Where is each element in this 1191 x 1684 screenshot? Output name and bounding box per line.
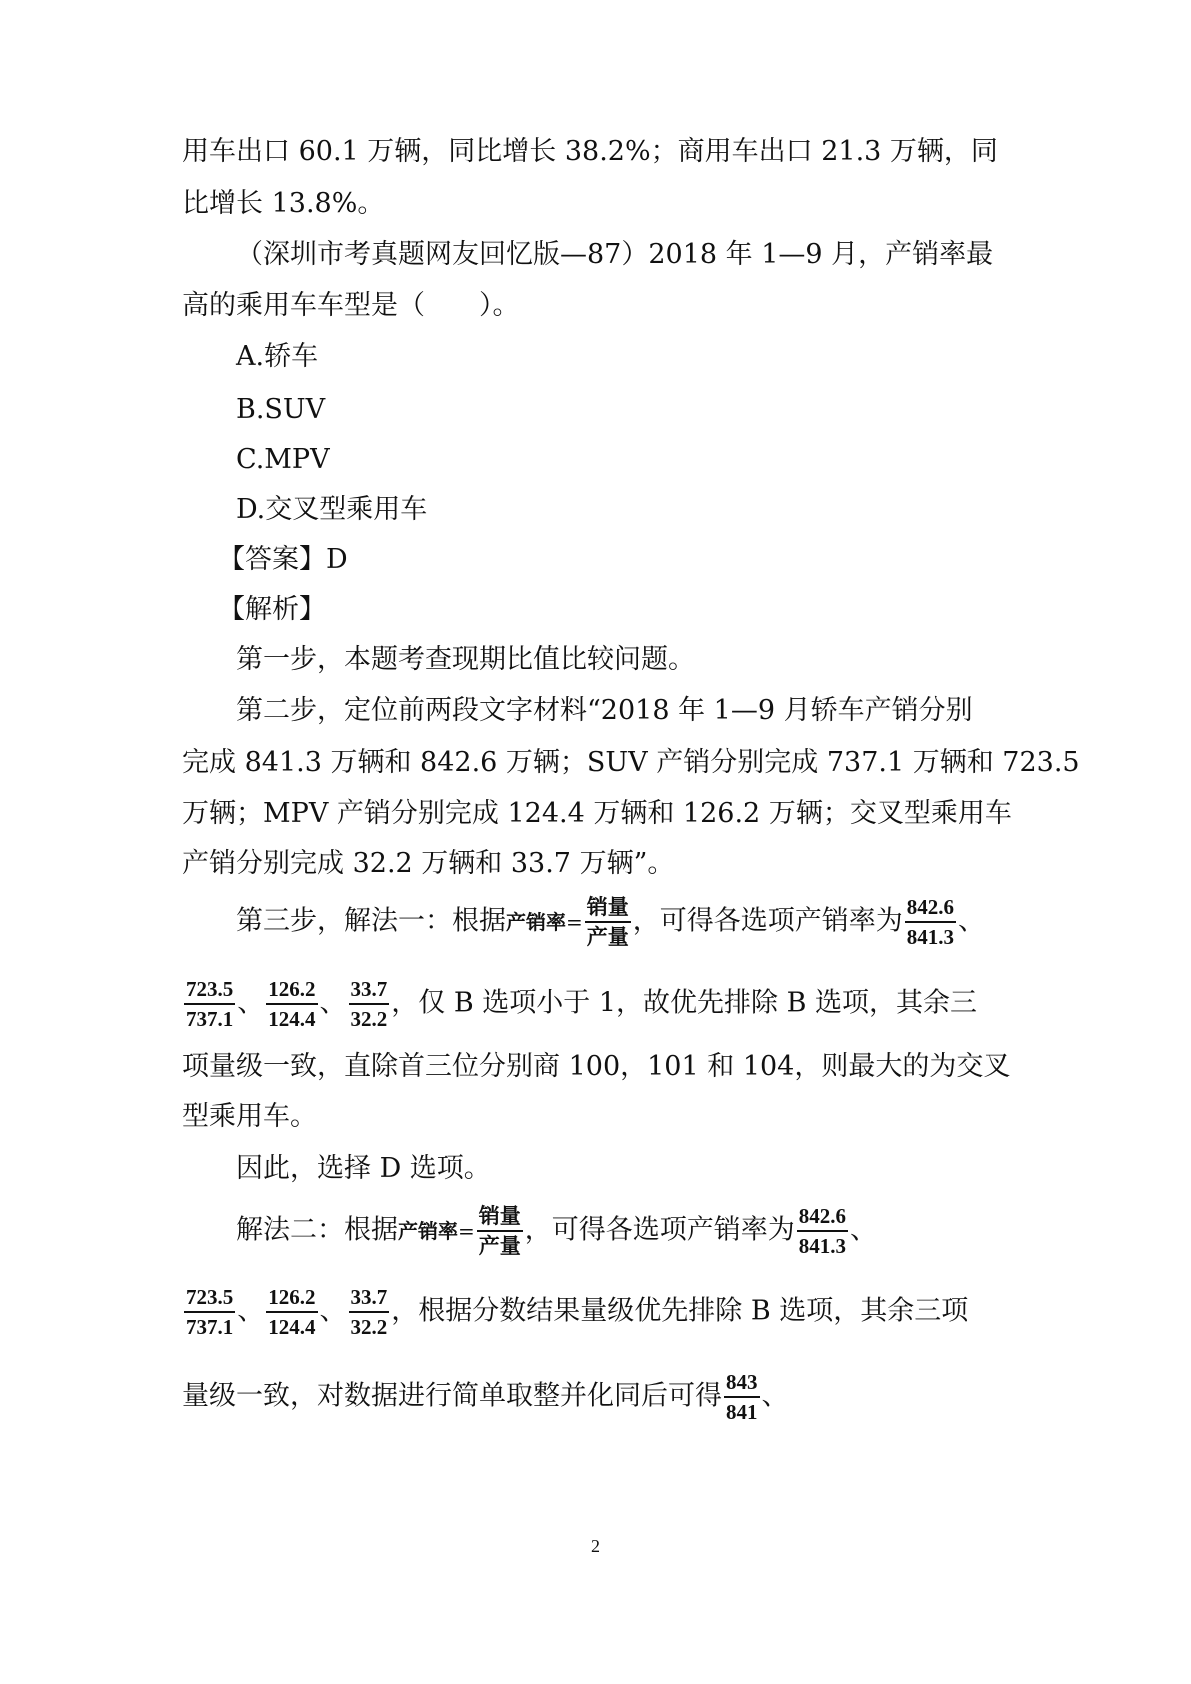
fraction-numerator: 723.5	[184, 1285, 235, 1313]
fraction-numerator: 843	[724, 1370, 760, 1398]
formula-equals: =	[566, 910, 583, 934]
fraction-numerator: 126.2	[266, 1285, 317, 1313]
formula-label: 产销率	[398, 1219, 458, 1243]
formula-numerator: 销量	[477, 1204, 523, 1232]
formula-denominator: 产量	[478, 1234, 521, 1258]
step-three-fractions-line	[182, 977, 977, 1031]
fraction-mpv	[266, 1285, 317, 1339]
separator: 、	[237, 987, 265, 1019]
method-two-line	[236, 1204, 877, 1258]
fraction-numerator: 723.5	[184, 977, 235, 1005]
fraction-denominator: 737.1	[186, 1315, 234, 1339]
answer-label: 【答案】D	[218, 544, 348, 575]
fraction-crossover	[349, 977, 390, 1031]
step-two-line: 第二步，定位前两段文字材料“2018 年 1—9 月轿车产销分别	[236, 695, 973, 726]
fraction-denominator: 841.3	[906, 925, 955, 949]
separator: 、	[319, 987, 347, 1019]
fraction-rounded	[724, 1370, 760, 1424]
method-two-tail: ，根据分数结果量级优先排除 B 选项，其余三项	[391, 1295, 969, 1327]
step-one: 第一步，本题考查现期比值比较问题。	[236, 644, 695, 675]
fraction-denominator: 841.3	[798, 1234, 847, 1258]
step-three-mid: ，可得各选项产销率为	[632, 905, 903, 937]
option-c: C.MPV	[236, 444, 330, 475]
method-two-prefix: 解法二：根据	[236, 1214, 398, 1246]
paragraph-line: 用车出口 60.1 万辆，同比增长 38.2%；商用车出口 21.3 万辆，同	[182, 136, 998, 167]
step-three-line: 项量级一致，直除首三位分别商 100，101 和 104，则最大的为交叉	[182, 1051, 1011, 1082]
fraction-crossover	[349, 1285, 390, 1339]
fraction-denominator: 841	[726, 1400, 758, 1424]
method-two-last-line	[182, 1370, 789, 1424]
step-three-line: 型乘用车。	[182, 1101, 317, 1132]
fraction-sedan	[905, 895, 956, 949]
option-a: A.轿车	[236, 341, 319, 372]
page-number: 2	[591, 1536, 600, 1556]
conclusion: 因此，选择 D 选项。	[236, 1153, 491, 1184]
question-line: （深圳市考真题网友回忆版—87）2018 年 1—9 月，产销率最	[236, 239, 994, 270]
fraction-numerator: 126.2	[266, 977, 317, 1005]
option-b: B.SUV	[236, 394, 326, 425]
step-three-tail: ，仅 B 选项小于 1，故优先排除 B 选项，其余三	[391, 987, 978, 1019]
separator: 、	[319, 1295, 347, 1327]
fraction-numerator: 33.7	[349, 977, 390, 1005]
separator: 、	[850, 1214, 878, 1246]
option-d: D.交叉型乘用车	[236, 494, 428, 525]
fraction-denominator: 32.2	[350, 1315, 388, 1339]
fraction-denominator: 32.2	[350, 1007, 388, 1031]
fraction-denominator: 124.4	[268, 1315, 316, 1339]
separator: 、	[237, 1295, 265, 1327]
formula-denominator: 产量	[586, 925, 629, 949]
step-three-line	[236, 895, 985, 949]
fraction-denominator: 737.1	[186, 1007, 234, 1031]
method-two-mid: ，可得各选项产销率为	[524, 1214, 795, 1246]
fraction-suv	[184, 1285, 235, 1339]
separator: 、	[958, 905, 986, 937]
method-two-text: 量级一致，对数据进行简单取整并化同后可得	[182, 1380, 722, 1412]
step-three-prefix: 第三步，解法一：根据	[236, 905, 506, 937]
formula-label: 产销率	[506, 910, 566, 934]
analysis-label: 【解析】	[218, 594, 326, 625]
step-two-line: 完成 841.3 万辆和 842.6 万辆；SUV 产销分别完成 737.1 万辆和 723.5	[182, 747, 1080, 778]
step-two-line: 产销分别完成 32.2 万辆和 33.7 万辆”。	[182, 848, 675, 879]
formula-fraction	[477, 1204, 523, 1258]
formula-equals: =	[458, 1219, 475, 1243]
fraction-numerator: 842.6	[797, 1204, 848, 1232]
fraction-denominator: 124.4	[268, 1007, 316, 1031]
fraction-mpv	[266, 977, 317, 1031]
paragraph-line: 比增长 13.8%。	[182, 188, 385, 219]
fraction-numerator: 33.7	[349, 1285, 390, 1313]
fraction-sedan	[797, 1204, 848, 1258]
method-two-fractions-line	[182, 1285, 968, 1339]
formula-fraction	[585, 895, 631, 949]
step-two-line: 万辆；MPV 产销分别完成 124.4 万辆和 126.2 万辆；交叉型乘用车	[182, 798, 1012, 829]
fraction-suv	[184, 977, 235, 1031]
fraction-numerator: 842.6	[905, 895, 956, 923]
question-line: 高的乘用车车型是（ ）。	[182, 290, 520, 321]
separator: 、	[761, 1380, 789, 1412]
formula-numerator: 销量	[585, 895, 631, 923]
